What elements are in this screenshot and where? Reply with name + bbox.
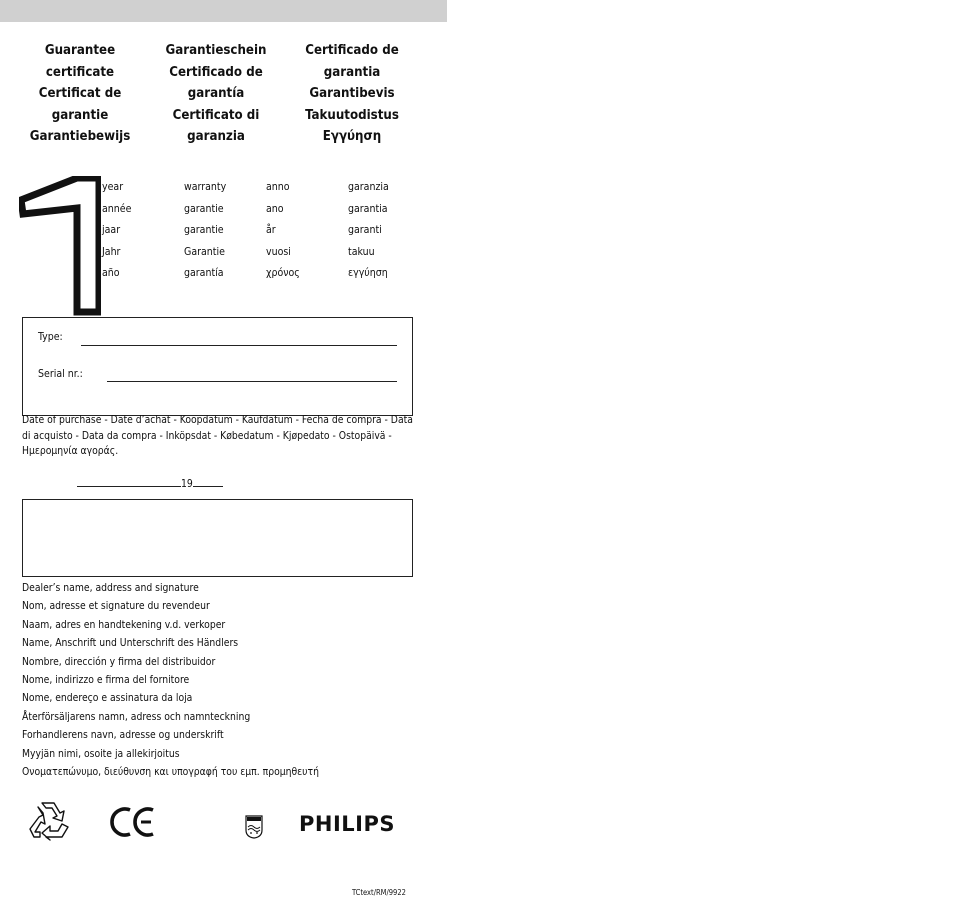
terms-column-anno xyxy=(266,177,300,285)
title-column-2 xyxy=(148,40,284,148)
term: jaar xyxy=(102,224,121,236)
product-info-box xyxy=(22,317,413,416)
term: takuu xyxy=(348,245,375,258)
year-blank[interactable] xyxy=(193,476,223,487)
title-line: garantía xyxy=(187,86,245,101)
dealer-line: Nome, indirizzo e firma del fornitore xyxy=(22,674,190,687)
philips-shield-icon xyxy=(245,815,263,839)
ce-mark-icon xyxy=(110,806,156,838)
term: χρόνος xyxy=(266,267,300,279)
term: garantía xyxy=(184,267,224,279)
title-line: Garantibevis xyxy=(309,86,395,101)
title-line: Εγγύηση xyxy=(322,129,382,144)
dealer-line: Nombre, dirección y firma del distribuidor xyxy=(22,655,216,668)
term: year xyxy=(102,181,124,193)
term: ano xyxy=(266,202,284,215)
title-line: Garantieschein xyxy=(165,43,267,58)
terms-column-garanzia xyxy=(348,177,389,285)
title-line: Certificado de xyxy=(305,43,399,58)
title-line: Certificato di xyxy=(172,107,260,123)
title-column-1 xyxy=(12,40,148,148)
date-blank[interactable] xyxy=(77,476,181,487)
title-line: certificate xyxy=(45,64,115,80)
certificate-titles xyxy=(12,40,420,148)
purchase-date-text: Date of purchase - Date d’achat - Koopdatum - Kaufdatum - Fecha de compra - Data di acquisto - Data da compra - Inköpsdat - Købedatum - Kjøpedato - Ostopäivä - Ημερομηνία αγοράς. xyxy=(22,414,413,457)
title-line: Certificado de xyxy=(169,64,263,80)
term: warranty xyxy=(184,181,227,193)
term: Jahr xyxy=(102,245,121,258)
dealer-line: Name, Anschrift und Unterschrift des Händlers xyxy=(22,637,239,650)
title-column-3 xyxy=(284,40,420,148)
term: garantie xyxy=(184,202,224,215)
dealer-line: Nom, adresse et signature du revendeur xyxy=(22,600,210,613)
title-line: Guarantee xyxy=(44,43,116,58)
philips-wordmark: PHILIPS xyxy=(299,812,395,836)
dealer-line: Nome, endereço e assinatura da loja xyxy=(22,692,193,705)
term: garantia xyxy=(348,202,388,215)
dealer-line: Myyjän nimi, osoite ja allekirjoitus xyxy=(22,747,180,760)
dealer-caption-list xyxy=(22,579,319,781)
title-line: garantia xyxy=(323,64,381,80)
term: vuosi xyxy=(266,245,291,258)
dealer-line: Dealer’s name, address and signature xyxy=(22,582,199,594)
term: année xyxy=(102,202,132,215)
dealer-stamp-box[interactable] xyxy=(22,499,413,577)
terms-column-year xyxy=(102,177,131,285)
document-code: TCtext/RM/9922 xyxy=(352,888,406,897)
term: εγγύηση xyxy=(348,267,388,279)
dealer-line: Forhandlerens navn, adresse og underskrift xyxy=(22,729,224,742)
dealer-line: Ονοματεπώνυμο, διεύθυνση και υπογραφή του εμπ. προμηθευτή xyxy=(22,766,319,779)
dealer-line: Återförsäljarens namn, adress och namnteckning xyxy=(22,710,251,723)
year-prefix: 19 xyxy=(181,478,193,490)
title-line: Garantiebewijs xyxy=(29,129,131,144)
terms-column-warranty xyxy=(184,177,226,285)
big-number-one xyxy=(19,176,101,316)
term: garanti xyxy=(348,224,382,236)
recycle-icon xyxy=(26,799,70,841)
serial-label: Serial nr.: xyxy=(38,368,83,380)
term: garantie xyxy=(184,224,224,236)
term: anno xyxy=(266,181,290,193)
type-label: Type: xyxy=(38,331,63,343)
title-line: garanzia xyxy=(187,129,245,144)
dealer-line: Naam, adres en handtekening v.d. verkoper xyxy=(22,618,226,631)
term: Garantie xyxy=(184,245,225,258)
purchase-date-field[interactable] xyxy=(77,476,223,490)
term: garanzia xyxy=(348,181,389,193)
title-line: Takuutodistus xyxy=(305,107,399,123)
title-line: garantie xyxy=(51,107,109,123)
term: año xyxy=(102,267,120,279)
title-line: Certificat de xyxy=(38,86,122,101)
term: år xyxy=(266,224,276,236)
type-field[interactable] xyxy=(81,345,397,346)
serial-field[interactable] xyxy=(107,381,397,382)
top-gray-bar xyxy=(0,0,447,22)
